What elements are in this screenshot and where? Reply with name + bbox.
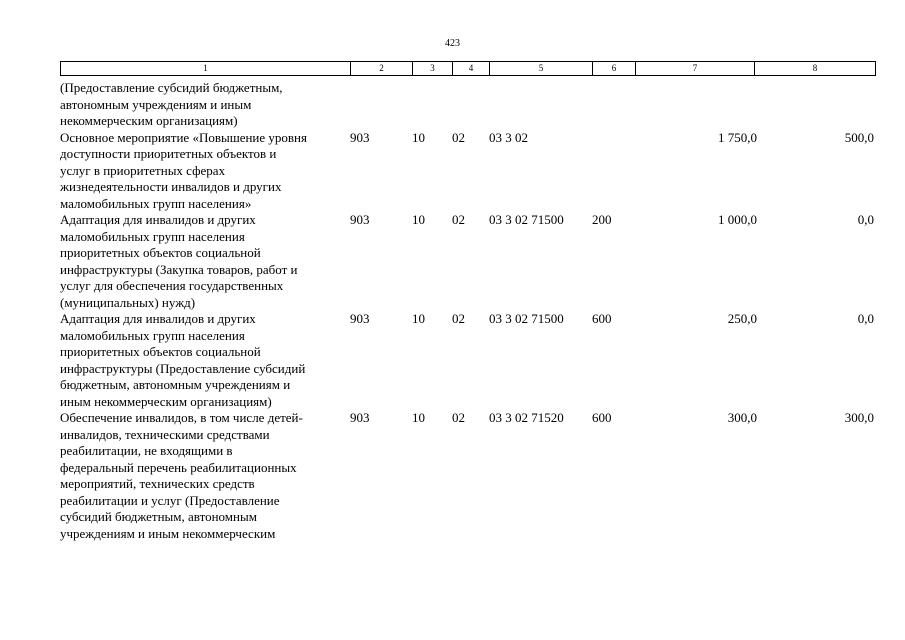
column-header-4: 4 bbox=[453, 62, 490, 76]
cell-target-article: 03 3 02 71500 bbox=[489, 212, 564, 227]
cell-expense-type: 600 bbox=[592, 311, 612, 326]
cell-amount-7: 250,0 bbox=[727, 311, 757, 326]
cell-amount-7: 1 000,0 bbox=[718, 212, 757, 227]
cell-ministry-code: 903 bbox=[350, 129, 370, 145]
cell-target-article: 03 3 02 71500 bbox=[489, 311, 564, 326]
column-header-7: 7 bbox=[636, 62, 755, 76]
cell-ministry-code: 903 bbox=[350, 410, 370, 425]
cell-amount-7: 1 750,0 bbox=[718, 129, 757, 145]
cell-section: 10 bbox=[412, 311, 425, 326]
cell-section: 10 bbox=[412, 129, 425, 145]
cell-ministry-code: 903 bbox=[350, 311, 370, 326]
cell-section: 10 bbox=[412, 212, 425, 227]
page-number: 423 bbox=[445, 38, 460, 49]
cell-expense-type: 600 bbox=[592, 410, 612, 425]
row-description: Обеспечение инвалидов, в том числе детей- инвалидов, техническими средствами реабилитации, не входящими в федеральный перечень реабилитационных мероприятий, технических средств реабилитации и услуг (Предоставление субсидий бюджетным, автономным учреждениям и иным некоммерческим bbox=[60, 410, 303, 541]
table-row bbox=[60, 311, 875, 410]
column-header-row bbox=[61, 62, 876, 76]
cell-amount-7: 300,0 bbox=[727, 410, 757, 425]
cell-ministry-code: 903 bbox=[350, 212, 370, 227]
cell-subsection: 02 bbox=[452, 311, 465, 326]
cell-subsection: 02 bbox=[452, 129, 465, 145]
cell-subsection: 02 bbox=[452, 212, 465, 227]
table-row bbox=[60, 130, 875, 213]
table-body bbox=[60, 80, 875, 542]
table-row bbox=[60, 410, 875, 542]
column-header-table bbox=[60, 61, 876, 76]
cell-section: 10 bbox=[412, 410, 425, 425]
row-description: Адаптация для инвалидов и других маломобильных групп населения приоритетных объектов социальной инфраструктуры (Закупка товаров, работ и услуг для обеспечения государственных (муниципальных) нужд) bbox=[60, 212, 298, 310]
cell-expense-type: 200 bbox=[592, 212, 612, 227]
cell-target-article: 03 3 02 71520 bbox=[489, 410, 564, 425]
cell-amount-8: 500,0 bbox=[844, 129, 874, 145]
column-header-6: 6 bbox=[593, 62, 636, 76]
cell-amount-8: 0,0 bbox=[857, 212, 874, 227]
row-description: Основное мероприятие «Повышение уровня доступности приоритетных объектов и услуг в приоритетных сферах жизнедеятельности инвалидов и других маломобильных групп населения» bbox=[60, 129, 307, 211]
table-row bbox=[60, 212, 875, 311]
column-header-8: 8 bbox=[755, 62, 876, 76]
cell-amount-8: 0,0 bbox=[857, 311, 874, 326]
row-description: Адаптация для инвалидов и других маломобильных групп населения приоритетных объектов социальной инфраструктуры (Предоставление субсидий бюджетным, автономным учреждениям и иным некоммерческим организациям) bbox=[60, 311, 306, 409]
column-header-5: 5 bbox=[490, 62, 593, 76]
column-header-3: 3 bbox=[413, 62, 453, 76]
column-header-2: 2 bbox=[351, 62, 413, 76]
column-header-1: 1 bbox=[61, 62, 351, 76]
cell-subsection: 02 bbox=[452, 410, 465, 425]
cell-amount-8: 300,0 bbox=[844, 410, 874, 425]
row-description: (Предоставление субсидий бюджетным, автономным учреждениям и иным некоммерческим организациям) bbox=[60, 80, 283, 128]
table-row bbox=[60, 80, 875, 130]
cell-target-article: 03 3 02 bbox=[489, 129, 528, 145]
